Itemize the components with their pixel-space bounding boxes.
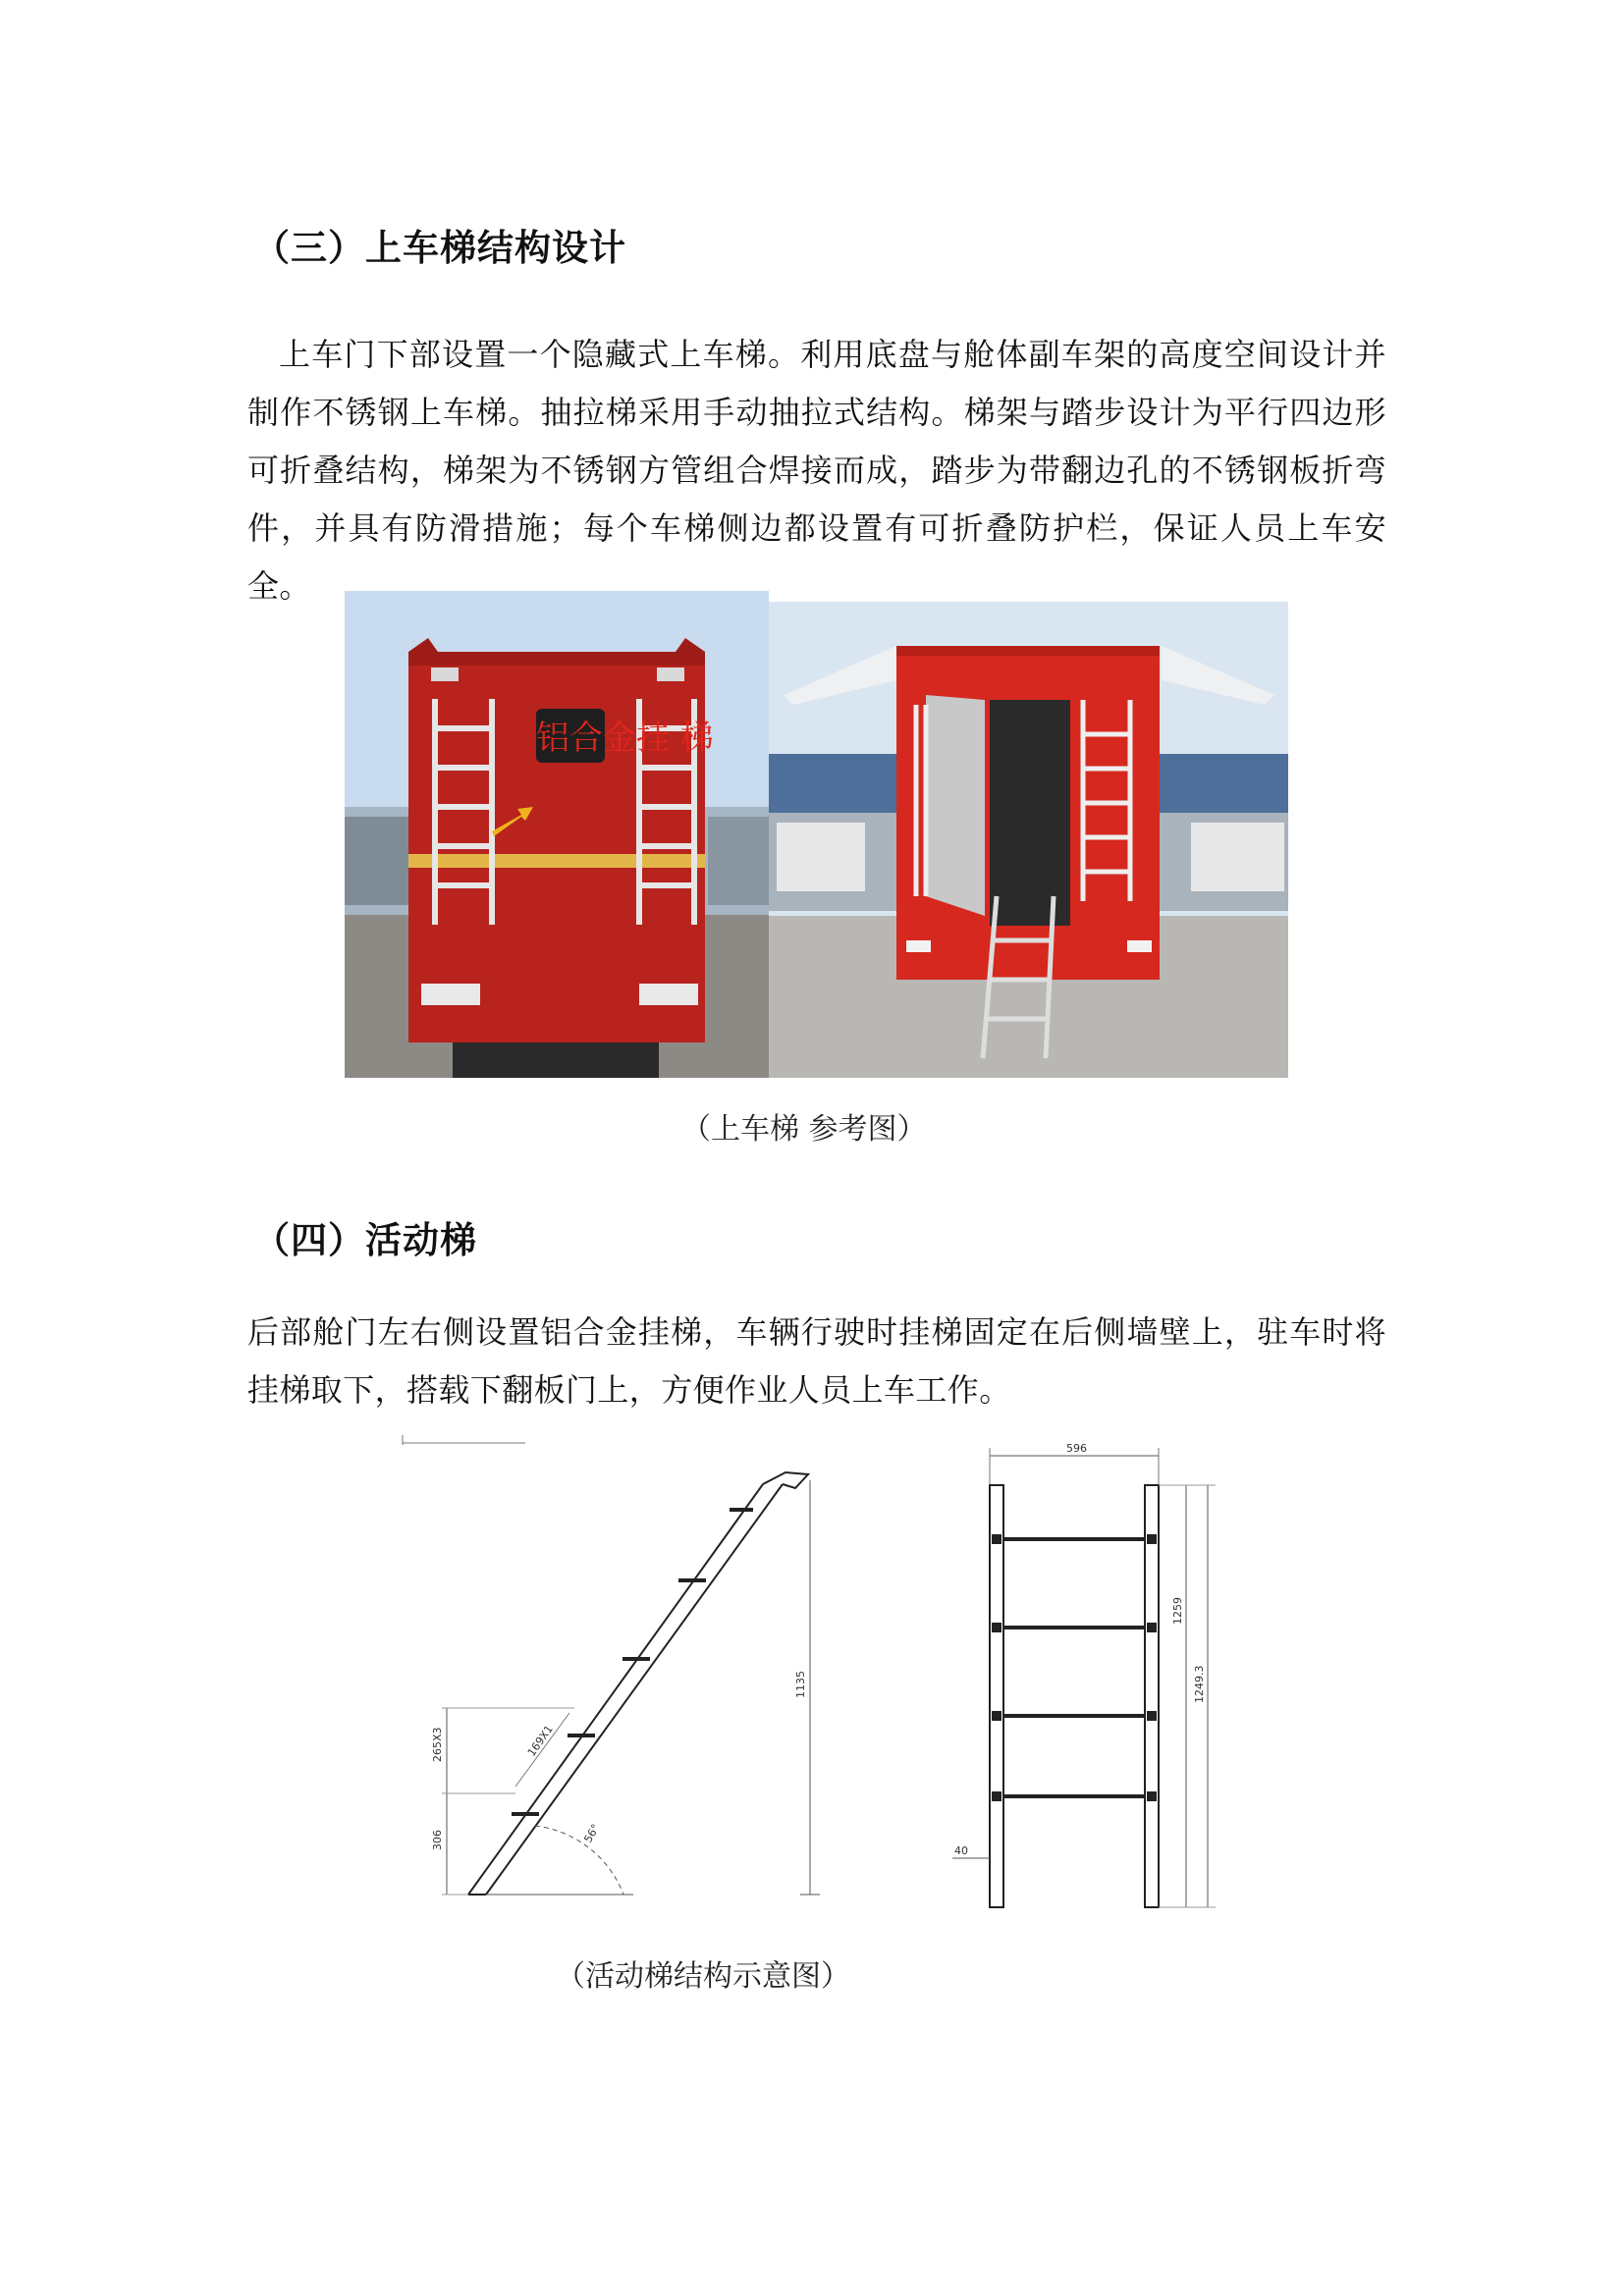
dim-label-step-vertical: 265X3 xyxy=(431,1727,444,1762)
dim-label-side-short: 1259 xyxy=(1171,1597,1184,1625)
figure-caption-boarding-ladder: （上车梯 参考图） xyxy=(681,1112,927,1147)
dim-label-bottom-height: 306 xyxy=(431,1830,444,1850)
dim-label-angle: 56° xyxy=(581,1822,603,1845)
photo-label-aluminum-ladder: 铝合金挂 梯 xyxy=(536,719,714,758)
photo-truck-boarding-ladder xyxy=(769,602,1288,1078)
section-heading-movable-ladder: （四）活动梯 xyxy=(253,1219,477,1261)
section-paragraph-ladder-design: 上车门下部设置一个隐藏式上车梯。利用底盘与舱体副车架的高度空间设计并制作不锈钢上车梯。抽拉梯采用手动抽拉式结构。梯架与踏步设计为平行四边形可折叠结构，梯架为不锈钢方管组合焊接而成，踏步为带翻边孔的不锈钢板折弯件，并具有防滑措施；每个车梯侧边都设置有可折叠防护栏，保证人员上车安全。 xyxy=(247,336,1386,605)
figure-caption-movable-ladder: （活动梯结构示意图） xyxy=(556,1959,850,1994)
section-heading-ladder-design: （三）上车梯结构设计 xyxy=(253,227,626,269)
dim-label-step-diagonal: 169X1 xyxy=(524,1723,556,1759)
section-paragraph-movable-ladder: 后部舱门左右侧设置铝合金挂梯，车辆行驶时挂梯固定在后侧墙壁上，驻车时将挂梯取下，搭载下翻板门上，方便作业人员上车工作。 xyxy=(247,1313,1386,1409)
dim-label-width: 596 xyxy=(1066,1442,1087,1455)
drawing-ladder-front-view xyxy=(943,1438,1237,1924)
dim-label-foot: 40 xyxy=(954,1844,968,1857)
dim-label-side-long: 1249.3 xyxy=(1193,1665,1206,1703)
dim-label-total-height: 1135 xyxy=(794,1671,807,1698)
drawing-ladder-side-view xyxy=(398,1433,839,1924)
photo-truck-rear-hanging-ladders xyxy=(345,591,769,1078)
